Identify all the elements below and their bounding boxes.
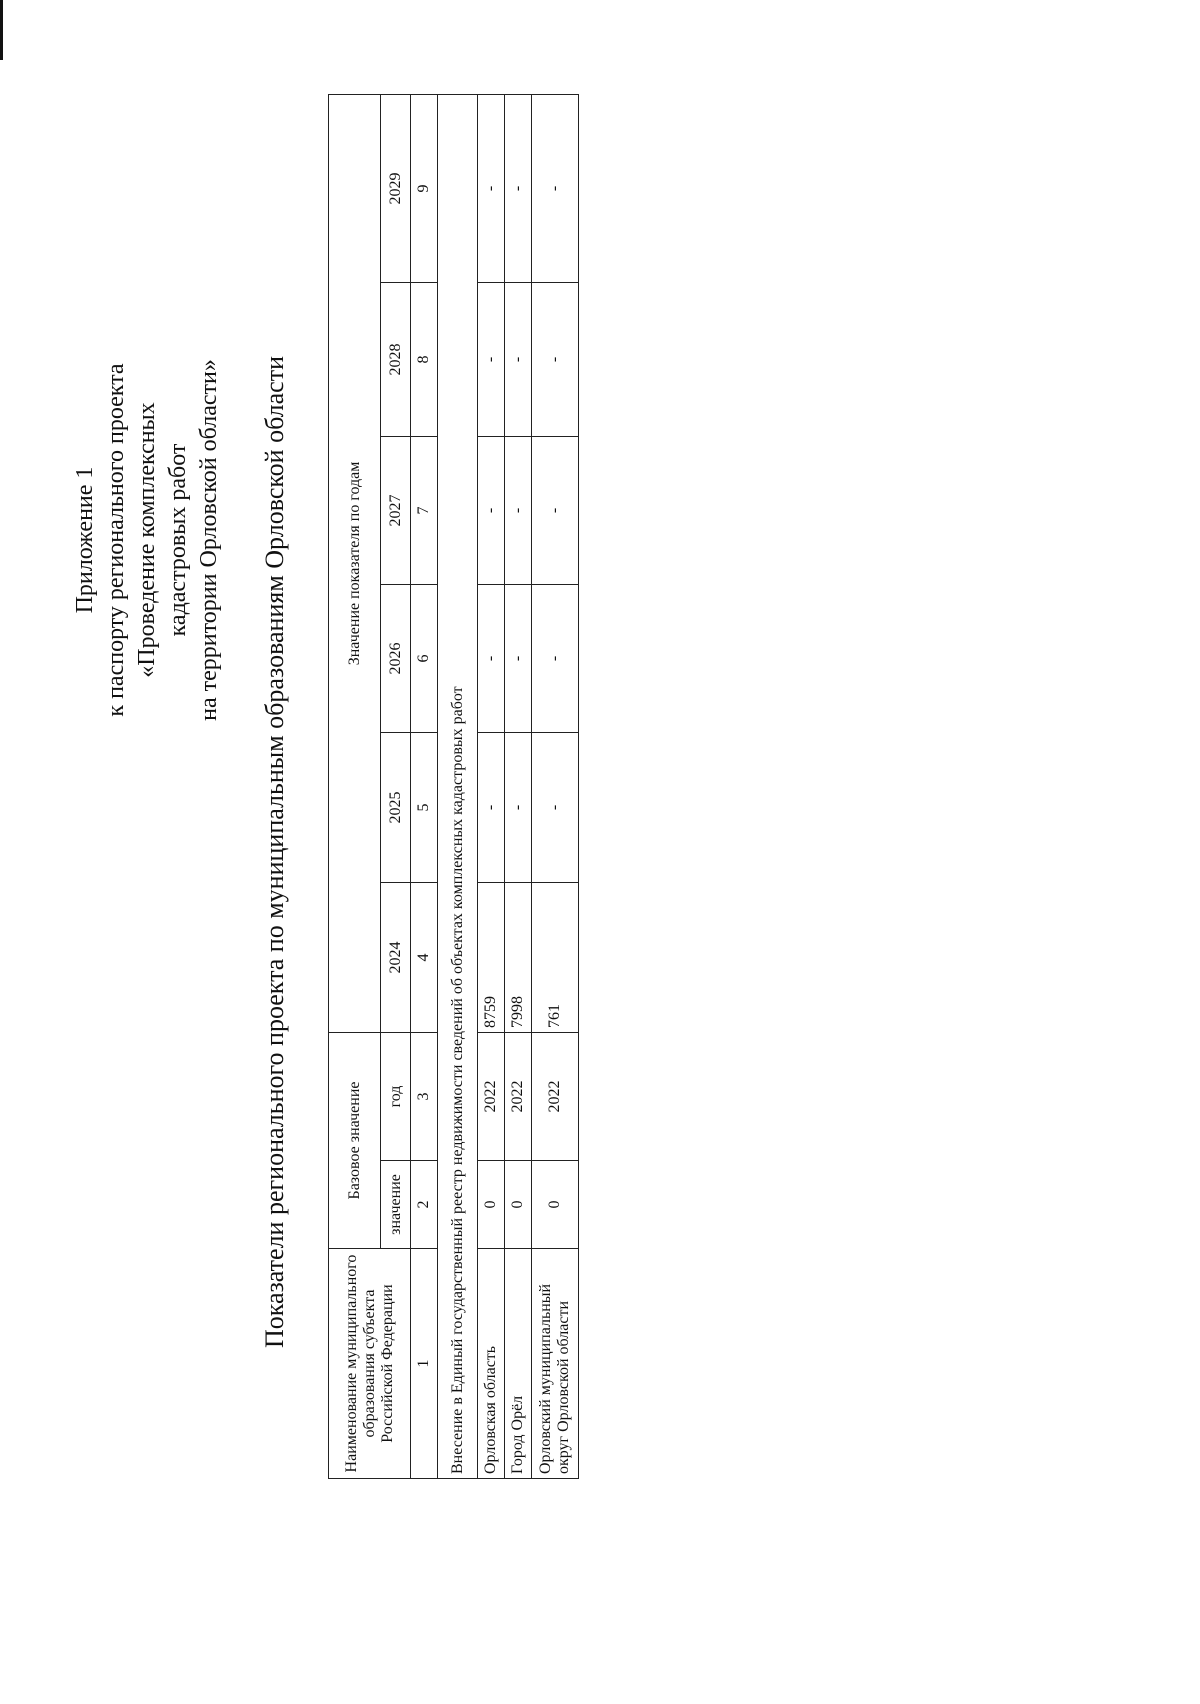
section-row [438,94,478,1478]
row-value: - [505,436,532,584]
row-value: 7998 [505,882,532,1032]
row-value: - [505,584,532,732]
row-value: - [532,584,579,732]
row-value: - [532,94,579,282]
column-index: 1 [411,1249,438,1479]
row-name: Город Орёл [505,1249,532,1479]
row-base-year: 2022 [505,1032,532,1160]
row-value: - [505,282,532,436]
indicators-table [328,94,579,1479]
row-value: - [505,732,532,882]
row-value: - [478,282,505,436]
document-title: Показатели регионального проекта по муниципальным образованиям Орловской области [260,356,289,1349]
row-value: - [478,436,505,584]
row-value: 761 [532,882,579,1032]
header-base-value: значение [381,1161,411,1249]
column-index: 6 [411,584,438,732]
row-value: - [505,94,532,282]
row-value: - [532,436,579,584]
header-year: 2026 [381,584,411,732]
appendix-line: к паспорту регионального проекта [103,363,129,717]
appendix-line: кадастровых работ [165,443,191,637]
row-value: - [478,94,505,282]
row-name: Орловская область [478,1249,505,1479]
column-index: 5 [411,732,438,882]
row-value: - [532,282,579,436]
row-base-value: 0 [505,1161,532,1249]
column-index: 7 [411,436,438,584]
header-base-group: Базовое значение [329,1032,381,1248]
table-row [478,94,505,1478]
column-index: 8 [411,282,438,436]
row-value: 8759 [478,882,505,1032]
header-year: 2029 [381,94,411,282]
header-years-group: Значение показателя по годам [329,94,381,1032]
row-value: - [478,732,505,882]
header-base-year: год [381,1032,411,1160]
header-year: 2028 [381,282,411,436]
appendix-line: на территории Орловской области» [196,359,222,721]
row-base-value: 0 [532,1161,579,1249]
page-edge-mark [0,0,3,60]
row-value: - [532,732,579,882]
table-row [505,94,532,1478]
column-index-row [411,94,438,1478]
table-row [532,94,579,1478]
header-year: 2024 [381,882,411,1032]
header-name: Наименование муниципального образования субъекта Российской Федерации [329,1249,411,1479]
row-base-year: 2022 [532,1032,579,1160]
appendix-line: Приложение 1 [72,466,98,614]
header-year: 2027 [381,436,411,584]
column-index: 4 [411,882,438,1032]
appendix-block [70,260,225,820]
row-value: - [478,584,505,732]
row-name: Орловский муниципальный округ Орловской области [532,1249,579,1479]
row-base-year: 2022 [478,1032,505,1160]
column-index: 9 [411,94,438,282]
header-year: 2025 [381,732,411,882]
column-index: 2 [411,1161,438,1249]
section-title: Внесение в Единый государственный реестр недвижимости сведений об объектах комплексных кадастровых работ [438,94,478,1478]
row-base-value: 0 [478,1161,505,1249]
appendix-line: «Проведение комплексных [134,402,160,678]
column-index: 3 [411,1032,438,1160]
